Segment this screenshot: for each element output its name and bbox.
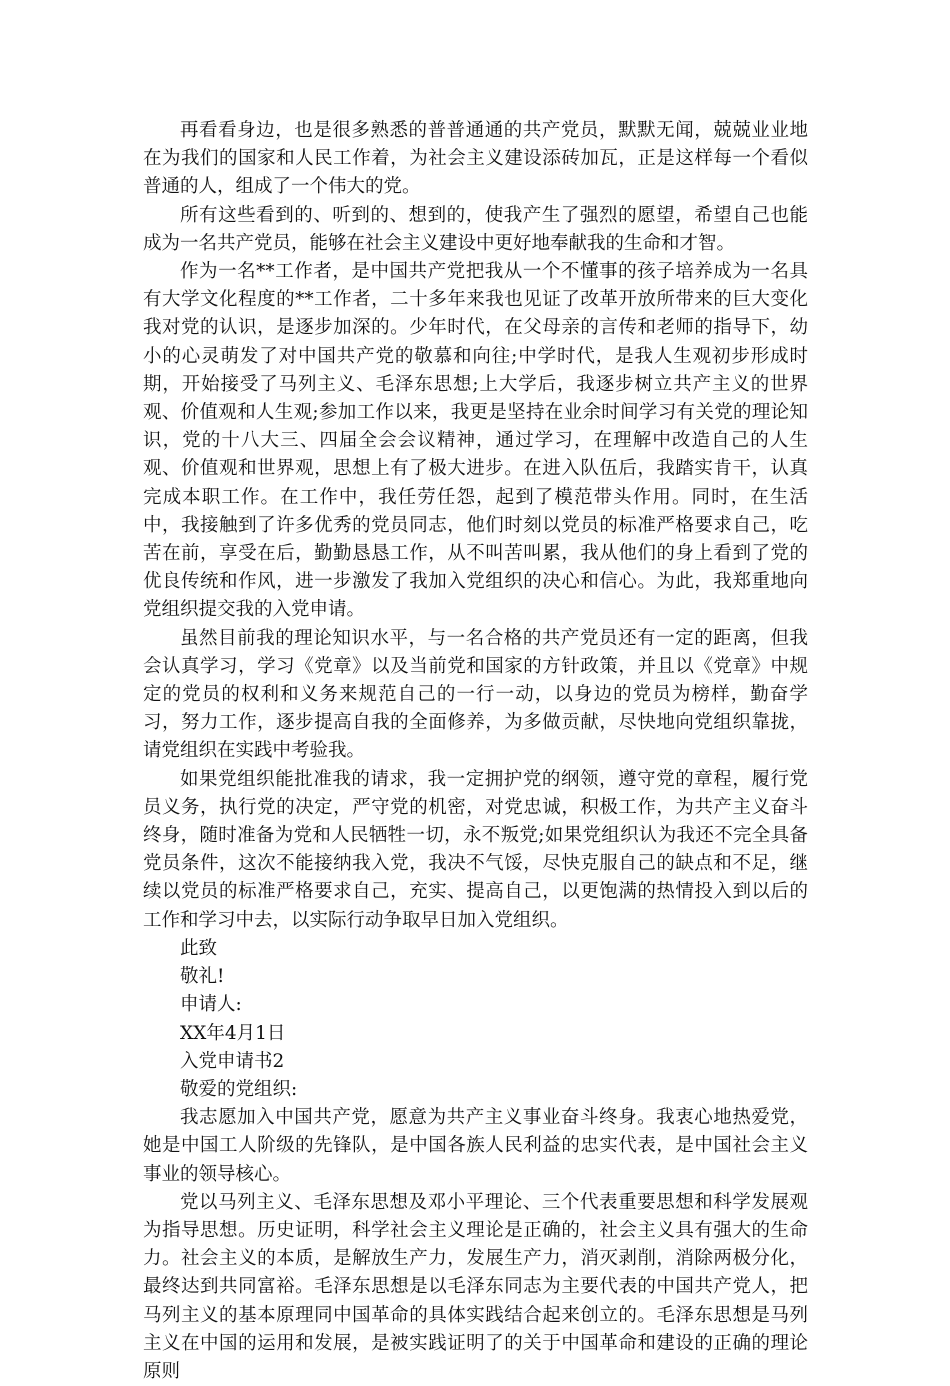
closing-regards: 敬礼! [180, 966, 225, 988]
body-paragraph: 作为一名**工作者，是中国共产党把我从一个不懂事的孩子培养成为一名具有大学文化程度的**工作者，二十多年来我也见证了改革开放所带来的巨大变化我对党的认识，是逐步加深的。少年时代，在父母亲的言传和老师的指导下，幼小的心灵萌发了对中国共产党的敬慕和向往;中学时代，是我人生观初步形成时期，开始接受了马列主义、毛泽东思想;上大学后，我逐步树立共产主义的世界观、价值观和人生观;参加工作以来，我更是坚持在业余时间学习有关党的理论知识，党的十八大三、四届全会会议精神，通过学习，在理解中改造自己的人生观、价值观和世界观，思想上有了极大进步。在进入队伍后，我踏实肯干，认真完成本职工作。在工作中，我任劳任怨，起到了模范带头作用。同时，在生活中，我接触到了许多优秀的党员同志，他们时刻以党员的标准严格要求自己，吃苦在前，享受在后，勤勤恳恳工作，从不叫苦叫累，我从他们的身上看到了党的优良传统和作风，进一步激发了我加入党组织的决心和信心。为此，我郑重地向党组织提交我的入党申请。 [143, 261, 808, 621]
second-letter-title: 入党申请书2 [180, 1050, 285, 1072]
letter-date: XX年4月1日 [180, 1022, 286, 1044]
body-paragraph: 再看看身边，也是很多熟悉的普普通通的共产党员，默默无闻，兢兢业业地在为我们的国家和人民工作着，为社会主义建设添砖加瓦，正是这样每一个看似普通的人，组成了一个伟大的党。 [143, 120, 808, 198]
document-page [143, 117, 808, 1386]
body-paragraph: 我志愿加入中国共产党，愿意为共产主义事业奋斗终身。我衷心地热爱党，她是中国工人阶级的先锋队，是中国各族人民利益的忠实代表，是中国社会主义事业的领导核心。 [143, 1107, 808, 1185]
closing-salutation: 此致 [180, 937, 218, 959]
body-paragraph: 所有这些看到的、听到的、想到的，使我产生了强烈的愿望，希望自己也能成为一名共产党员，能够在社会主义建设中更好地奉献我的生命和才智。 [143, 204, 808, 254]
body-paragraph: 党以马列主义、毛泽东思想及邓小平理论、三个代表重要思想和科学发展观为指导思想。历史证明，科学社会主义理论是正确的，社会主义具有强大的生命力。社会主义的本质，是解放生产力，发展生产力，消灭剥削，消除两极分化，最终达到共同富裕。毛泽东思想是以毛泽东同志为主要代表的中国共产党人，把马列主义的基本原理同中国革命的具体实践结合起来创立的。毛泽东思想是马列主义在中国的运用和发展，是被实践证明了的关于中国革命和建设的正确的理论原则 [143, 1191, 808, 1382]
body-paragraph: 如果党组织能批准我的请求，我一定拥护党的纲领，遵守党的章程，履行党员义务，执行党的决定，严守党的机密，对党忠诚，积极工作，为共产主义奋斗终身，随时准备为党和人民牺牲一切，永不叛党;如果党组织认为我还不完全具备党员条件，这次不能接纳我入党，我决不气馁，尽快克服自己的缺点和不足，继续以党员的标准严格要求自己，充实、提高自己，以更饱满的热情投入到以后的工作和学习中去，以实际行动争取早日加入党组织。 [143, 768, 808, 931]
second-letter-greeting: 敬爱的党组织: [180, 1078, 298, 1100]
body-paragraph: 虽然目前我的理论知识水平，与一名合格的共产党员还有一定的距离，但我会认真学习，学习《党章》以及当前党和国家的方针政策，并且以《党章》中规定的党员的权利和义务来规范自己的一行一动，以身边的党员为榜样，勤奋学习，努力工作，逐步提高自我的全面修养，为多做贡献，尽快地向党组织靠拢，请党组织在实践中考验我。 [143, 627, 808, 762]
applicant-label: 申请人: [180, 994, 242, 1016]
